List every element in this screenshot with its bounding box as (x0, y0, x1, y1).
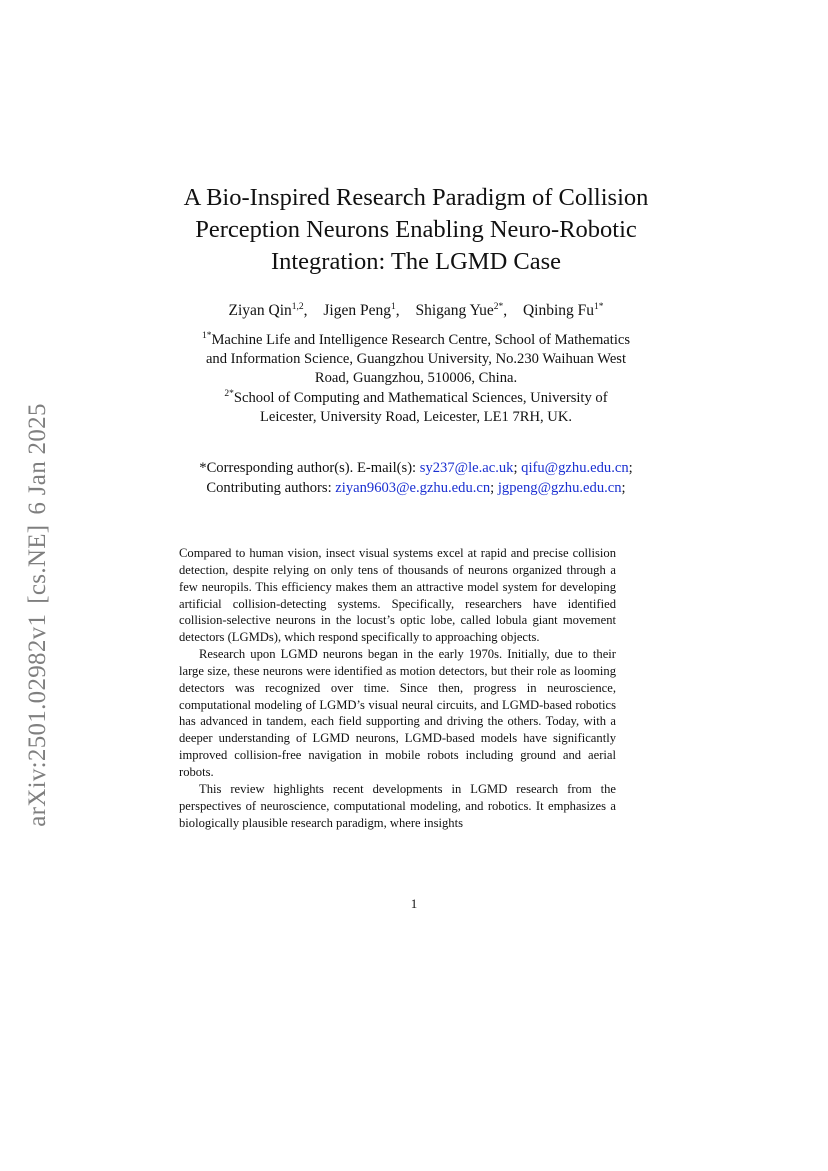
affiliation-line: and Information Science, Guangzhou University, No.230 Waihuan West (205, 351, 627, 368)
author-name: Shigang Yue (415, 302, 494, 319)
author (523, 302, 604, 319)
author-affiliation-mark: 1 (390, 301, 396, 312)
author: Ziyan Qin$^{1,2}$, (228, 301, 308, 319)
author-name: Jigen Peng (323, 302, 391, 319)
affiliation-line: Leicester, University Road, Leicester, LE1 7RH, UK. (259, 408, 573, 425)
abstract (179, 545, 616, 831)
affiliation-mark: 1* (201, 331, 212, 342)
affiliation-text: Machine Life and Intelligence Research Centre, School of Mathematics (211, 332, 631, 348)
email-link[interactable]: qifu@gzhu.edu.cn (521, 460, 629, 476)
author: Shigang Yue$^{2*}$, (415, 301, 508, 319)
affiliation-line (150, 389, 682, 408)
affiliation-mark: 2* (224, 388, 234, 399)
email-link[interactable]: ziyan9603@e.gzhu.edu.cn (335, 479, 491, 496)
affiliations (150, 331, 682, 427)
author-list (120, 302, 712, 320)
title-line: Integration: The LGMD Case (270, 248, 562, 275)
contributing-line: Contributing authors: ziyan9603@e.gzhu.edu.cn; jgpeng@gzhu.edu.cn; (206, 479, 626, 496)
email-link[interactable]: sy237@le.ac.uk (419, 460, 514, 476)
title-line: Perception Neurons Enabling Neuro-Robotic (195, 216, 637, 243)
paper-title (120, 182, 712, 278)
email-link[interactable]: jgpeng@gzhu.edu.cn (497, 479, 622, 496)
author-name: Ziyan Qin (228, 302, 292, 319)
abstract-paragraph: Compared to human vision, insect visual systems excel at rapid and precise collision detection, despite relying on only tens of thousands of neurons organized through a few neuropils. This efficiency makes them an attractive model system for developing artificial collision-detecting systems. Specifically, researchers have identified collision-selective neurons in the locust’s optic lobe, called lobula giant movement detectors (LGMDs), which respond specifically to approaching objects. (179, 546, 616, 645)
contributing-label: Contributing authors: (206, 479, 332, 496)
affiliation-text: School of Computing and Mathematical Sciences, University of (233, 389, 608, 406)
arxiv-id[interactable]: arXiv:2501.02982v1 (24, 613, 51, 827)
abstract-paragraph: This review highlights recent developments in LGMD research from the perspectives of neuroscience, computational modeling, and robotics. It emphasizes a biologically plausible research paradigm, where insights (179, 781, 616, 830)
correspondence-block (120, 459, 712, 498)
arxiv-identifier-stamp (24, 393, 52, 827)
title-line: A Bio-Inspired Research Paradigm of Collision (183, 184, 649, 211)
author-affiliation-mark: 1* (594, 301, 604, 312)
arxiv-date: 6 Jan 2025 (24, 403, 51, 515)
corresponding-label: *Corresponding author(s). E-mail(s): (199, 460, 417, 476)
author: Jigen Peng$^1$, (323, 301, 400, 319)
author-affiliation-mark: 1,2 (291, 301, 304, 312)
author-affiliation-mark: 2* (493, 301, 504, 312)
page-number: 1 (410, 896, 418, 911)
abstract-paragraph: Research upon LGMD neurons began in the early 1970s. Initially, due to their large size, these neurons were identified as motion detectors, but their role as looming detectors was recognized over time. Since then, progress in neuroscience, computational modeling of LGMD’s visual neural circuits, and LGMD-based robotics has advanced in tandem, each field supporting and driving the others. Today, with a deeper understanding of LGMD neurons, LGMD-based models have significantly improved collision-free navigation in mobile robots including ground and aerial robots. (179, 647, 616, 779)
corresponding-line: *Corresponding author(s). E-mail(s): sy237@le.ac.uk; qifu@gzhu.edu.cn; (199, 460, 633, 476)
affiliation-line (150, 331, 682, 350)
author-name: Qinbing Fu (522, 302, 595, 319)
arxiv-category: [cs.NE] (24, 524, 51, 604)
affiliation-line: Road, Guangzhou, 510006, China. (314, 370, 518, 387)
